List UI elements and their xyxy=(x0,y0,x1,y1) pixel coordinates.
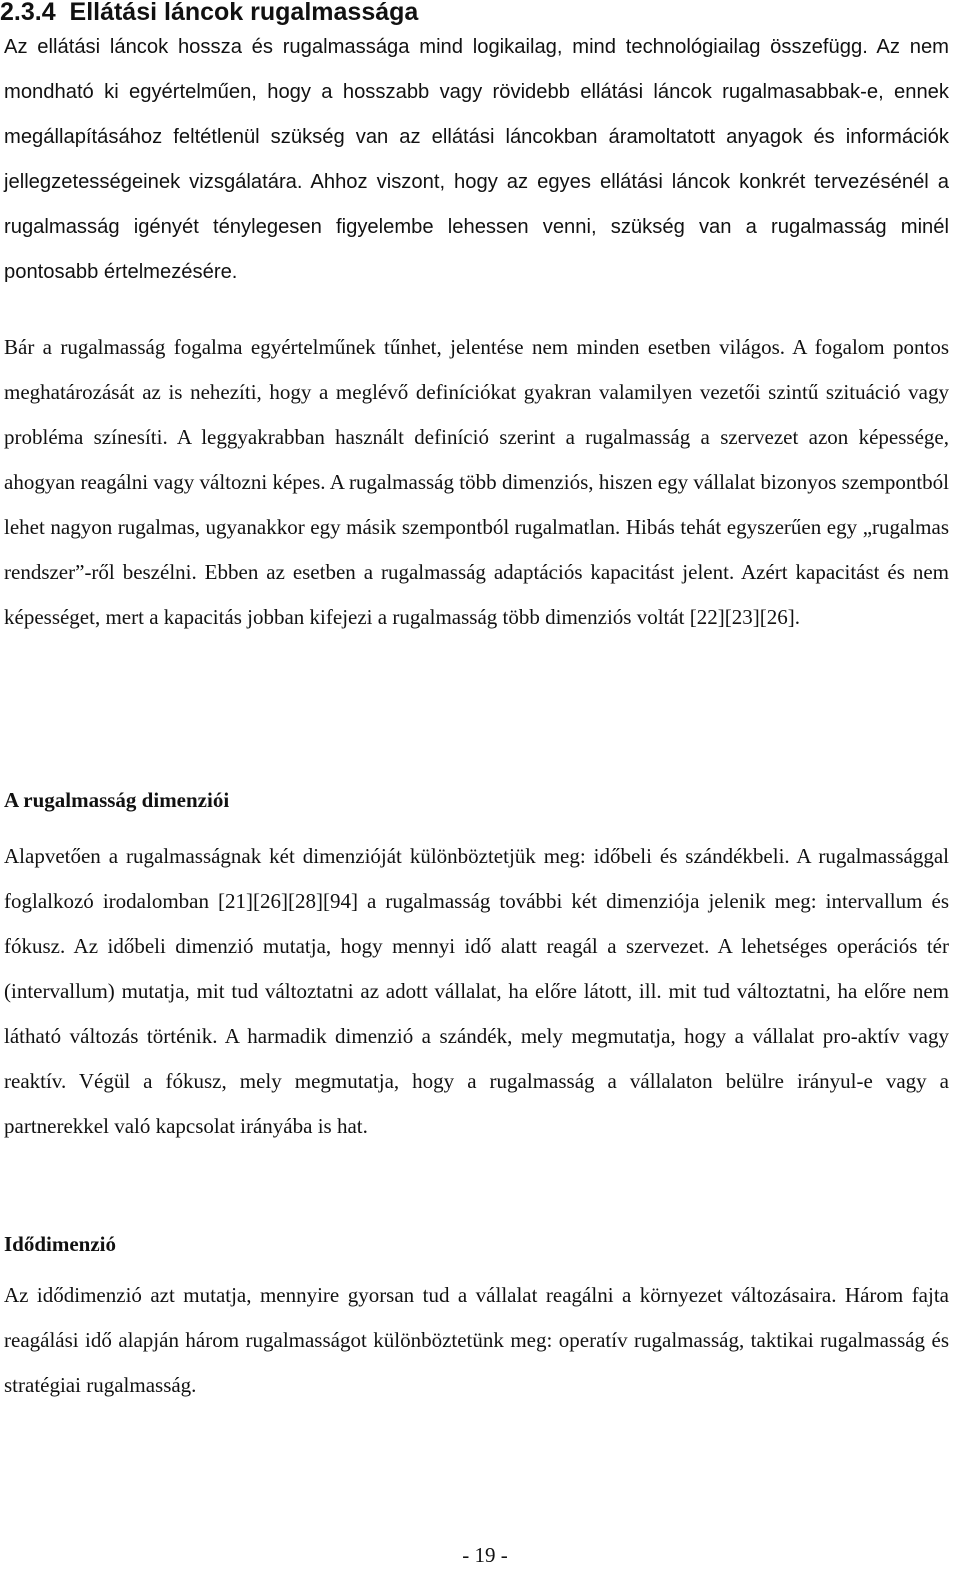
subheading-time-dimension: Idődimenzió xyxy=(4,1232,117,1256)
section-title: Ellátási láncok rugalmassága xyxy=(69,0,419,26)
paragraph-flexibility-definition: Bár a rugalmasság fogalma egyértelműnek tűnhet, jelentése nem minden esetben világos. A fogalom pontos meghatározását az is nehezíti, hogy a meglévő definíciókat gyakran valamilyen vezetői szintű szituáció vagy probléma színesíti. A leggyakrabban használt definíció szerint a rugalmasság a szervezet azon képessége, ahogyan reagálni vagy változni képes. A rugalmasság több dimenziós, hiszen egy vállalat bizonyos szempontból lehet nagyon rugalmas, ugyanakkor egy másik szempontból rugalmatlan. Hibás tehát egyszerűen egy „rugalmas rendszer”-ről beszélni. Ebben az esetben a rugalmasság adaptációs kapacitást jelent. Azért kapacitást és nem képességet, mert a kapacitás jobban kifejezi a rugalmasság több dimenziós voltát [22][23][26]. xyxy=(4,335,949,629)
paragraph-flexibility-dimensions: Alapvetően a rugalmasságnak két dimenzióját különböztetjük meg: időbeli és szándékbeli. A rugalmassággal foglalkozó irodalomban [21][26][28][94] a rugalmasság további két dimenziója jelenik meg: intervallum és fókusz. Az időbeli dimenzió mutatja, hogy mennyi idő alatt reagál a szervezet. A lehetséges operációs tér (intervallum) mutatja, mit tud változtatni az adott vállalat, ha előre látott, ill. mit tud változtatni, ha előre nem látható változás történik. A harmadik dimenzió a szándék, mely megmutatja, hogy a vállalat pro-aktív vagy reaktív. Végül a fókusz, mely megmutatja, hogy a rugalmasság a vállalaton belülre irányul-e vagy a partnerekkel való kapcsolat irányába is hat. xyxy=(4,844,949,1138)
section-number: 2.3.4 xyxy=(0,0,56,26)
page-number: - 19 - xyxy=(462,1543,508,1567)
paragraph-supply-chain-flexibility: Az ellátási láncok hossza és rugalmassága mind logikailag, mind technológiailag összefügg. Az nem mondható ki egyértelműen, hogy a hosszabb vagy rövidebb ellátási láncok rugalmasabbak-e, ennek megállapításához feltétlenül szükség van az ellátási láncokban áramoltatott anyagok és információk jellegzetességeinek vizsgálatára. Ahhoz viszont, hogy az egyes ellátási láncok konkrét tervezésénél a rugalmasság igényét ténylegesen figyelembe lehessen venni, szükség van a rugalmasság minél pontosabb értelmezésére. xyxy=(4,36,949,283)
subheading-flexibility-dimensions: A rugalmasság dimenziói xyxy=(4,788,230,812)
paragraph-time-dimension: Az idődimenzió azt mutatja, mennyire gyorsan tud a vállalat reagálni a környezet változásaira. Három fajta reagálási idő alapján három rugalmasságot különböztetünk meg: operatív rugalmasság, taktikai rugalmasság és stratégiai rugalmasság. xyxy=(4,1283,949,1397)
section-heading xyxy=(0,0,418,28)
